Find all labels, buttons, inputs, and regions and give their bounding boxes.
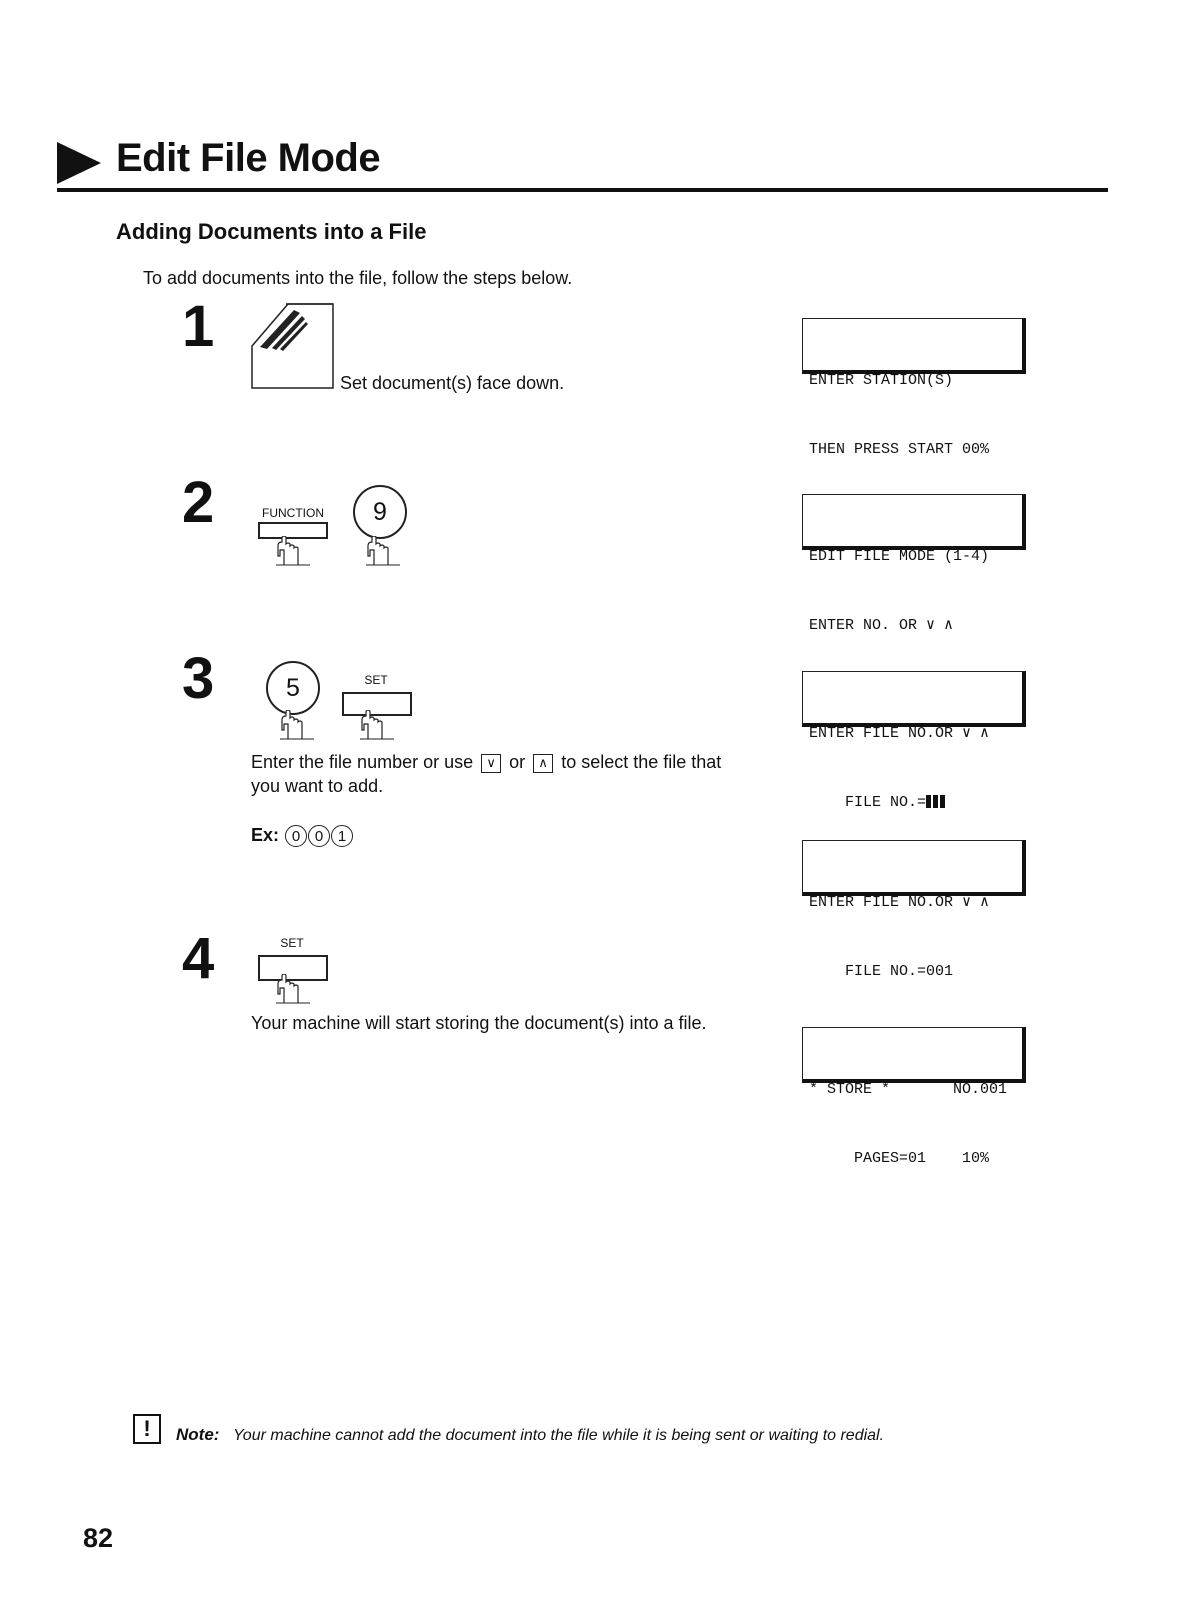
step-1-number: 1 [182,294,215,359]
intro-text: To add documents into the file, follow the steps below. [143,268,573,288]
pressing-finger-icon [276,974,310,1004]
lcd-display-step-2 [802,494,1026,634]
example-label: Ex: [251,825,280,845]
pressing-finger-icon [360,710,394,740]
note-label: Note: [176,1425,220,1444]
lcd-display-step-4 [802,1027,1026,1167]
lcd-line-1: ENTER FILE NO.OR ∨ ∧ [809,725,990,742]
lcd-line-2: PAGES=01 10% [809,1150,990,1167]
step-3-number: 3 [182,646,215,711]
example-digit-key: 0 [285,825,307,847]
cursor-blocks-icon [926,794,946,808]
lcd-display-step-3 [802,671,1026,811]
note-text: Your machine cannot add the document into the file while it is being sent or waiting to redial. [233,1427,885,1444]
exclamation-icon: ! [133,1414,161,1444]
step-2-number: 2 [182,470,215,535]
lcd-display-step-1 [802,318,1026,458]
lcd-line-1: ENTER FILE NO.OR ∨ ∧ [809,894,990,911]
lcd-line-1: * STORE * NO.001 [809,1081,1008,1098]
step-3-text-line2: you want to add. [251,776,384,796]
page-number: 82 [83,1523,114,1553]
digit-5-key[interactable]: 5 [266,661,320,715]
step-4-text: Your machine will start storing the document(s) into a file. [251,1013,707,1033]
title-rule [57,188,1108,192]
lcd-line-1: ENTER STATION(S) [809,372,954,389]
pressing-finger-icon [276,536,310,566]
lcd-display-step-3-example [802,840,1026,980]
example-row [251,823,353,847]
set-key-label: SET [280,936,304,950]
pressing-finger-icon [366,536,400,566]
step-3-text-after: to select the file that [561,752,722,772]
set-key-label: SET [364,673,388,687]
document-icon [250,302,336,390]
lcd-line-2-text: FILE NO.= [809,794,927,811]
section-title: Adding Documents into a File [116,219,427,244]
step-3-text [251,750,771,798]
example-digit-key: 1 [331,825,353,847]
up-arrow-key[interactable]: ∧ [533,754,553,773]
down-arrow-key[interactable]: ∨ [481,754,501,773]
page-title: Edit File Mode [116,136,381,180]
lcd-line-2: THEN PRESS START 00% [809,441,990,458]
lcd-line-2: ENTER NO. OR ∨ ∧ [809,617,954,634]
title-arrow-icon [57,142,101,184]
step-3-text-or: or [509,752,526,772]
lcd-line-2 [809,791,1016,814]
function-key-label: FUNCTION [262,506,324,520]
lcd-line-2: FILE NO.=001 [809,963,954,980]
step-3-text-before: Enter the file number or use [251,752,474,772]
step-1-text: Set document(s) face down. [340,373,565,393]
example-digit-key: 0 [308,825,330,847]
digit-9-key[interactable]: 9 [353,485,407,539]
step-4-number: 4 [182,926,215,991]
pressing-finger-icon [280,710,314,740]
lcd-line-1: EDIT FILE MODE (1-4) [809,548,990,565]
